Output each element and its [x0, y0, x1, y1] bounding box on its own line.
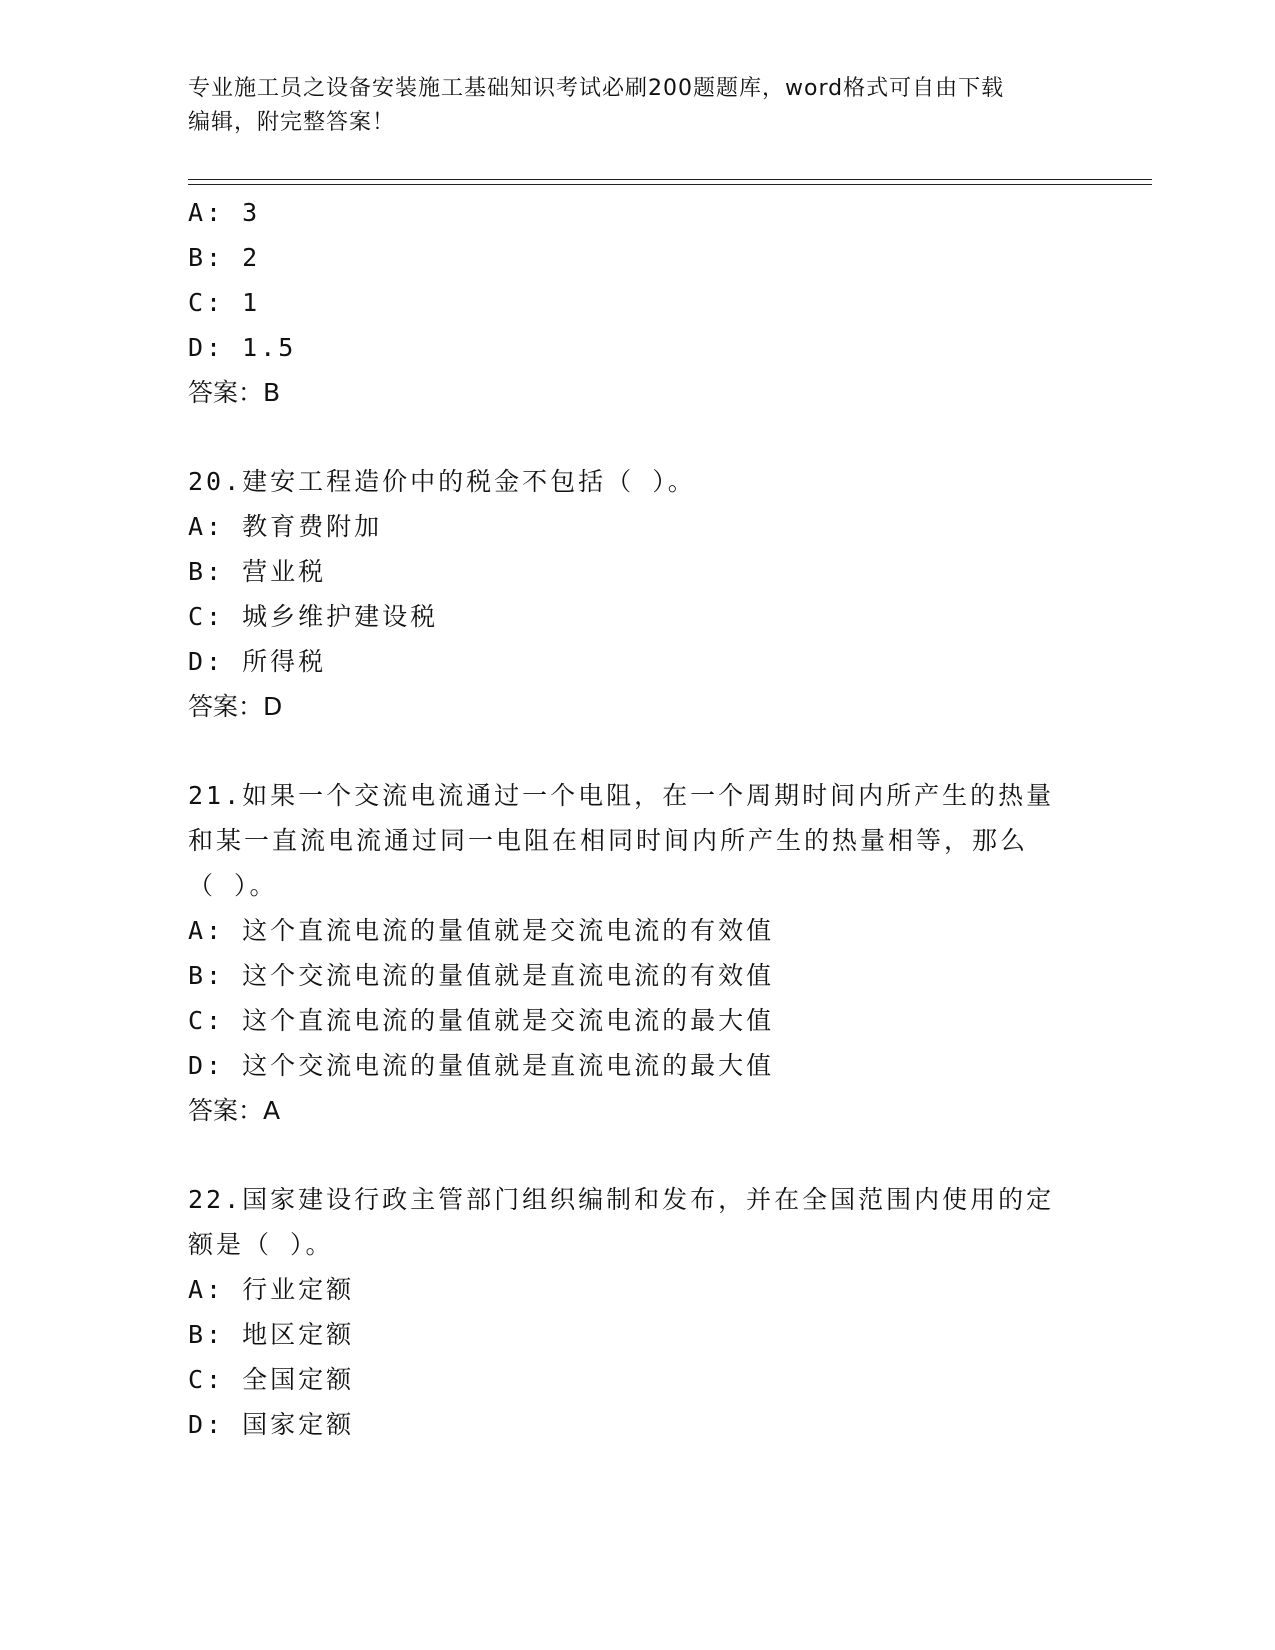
question-22	[188, 1177, 1088, 1447]
question-text: 20.建安工程造价中的税金不包括（ ）。	[188, 467, 696, 496]
header-line-2: 编辑，附完整答案！	[188, 110, 396, 135]
question-20	[188, 459, 1088, 729]
option-d: D: 国家定额	[188, 1410, 355, 1439]
header-rule-top	[188, 179, 1152, 180]
option-d: D: 1.5	[188, 333, 297, 362]
option-d: D: 所得税	[188, 647, 327, 676]
question-text-line-2: 和某一直流电流通过同一电阻在相同时间内所产生的热量相等，那么	[188, 826, 1029, 855]
answer: 答案：A	[188, 1096, 281, 1125]
question-text-line-1: 22.国家建设行政主管部门组织编制和发布，并在全国范围内使用的定	[188, 1185, 1055, 1214]
option-a: A: 行业定额	[188, 1275, 355, 1304]
question-text-line-1: 21.如果一个交流电流通过一个电阻，在一个周期时间内所产生的热量	[188, 781, 1055, 810]
answer: 答案：D	[188, 692, 283, 721]
option-a: A: 教育费附加	[188, 512, 383, 541]
option-c: C: 全国定额	[188, 1365, 355, 1394]
question-19	[188, 190, 1088, 415]
question-text-line-2: 额是（ ）。	[188, 1230, 334, 1259]
question-list	[188, 190, 1088, 1447]
option-a: A: 3	[188, 198, 261, 227]
option-b: B: 2	[188, 243, 261, 272]
option-b: B: 地区定额	[188, 1320, 355, 1349]
option-a: A: 这个直流电流的量值就是交流电流的有效值	[188, 916, 775, 945]
question-text-line-3: （ ）。	[188, 871, 278, 900]
header-rule-bottom	[188, 184, 1152, 185]
option-c: C: 这个直流电流的量值就是交流电流的最大值	[188, 1006, 775, 1035]
option-b: B: 营业税	[188, 557, 327, 586]
question-21	[188, 773, 1088, 1133]
option-c: C: 1	[188, 288, 261, 317]
option-b: B: 这个交流电流的量值就是直流电流的有效值	[188, 961, 775, 990]
answer: 答案：B	[188, 378, 281, 407]
header-line-1: 专业施工员之设备安装施工基础知识考试必刷200题题库，word格式可自由下载	[188, 76, 1005, 101]
option-c: C: 城乡维护建设税	[188, 602, 439, 631]
document-header	[188, 72, 1068, 140]
option-d: D: 这个交流电流的量值就是直流电流的最大值	[188, 1051, 775, 1080]
